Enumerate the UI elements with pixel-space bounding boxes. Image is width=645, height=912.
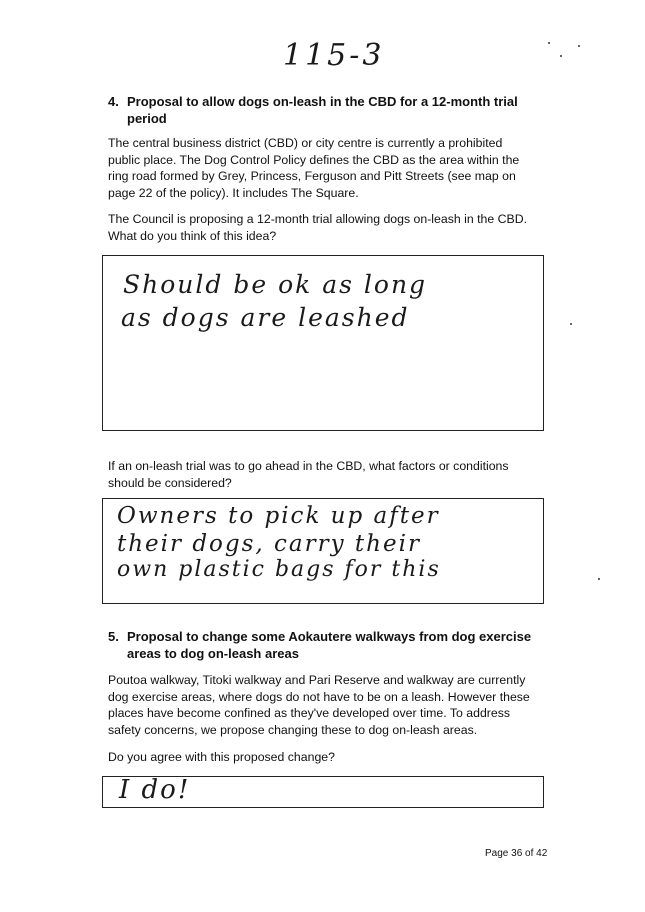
page-number-footer: Page 36 of 42 bbox=[485, 848, 548, 859]
scan-speck bbox=[570, 323, 572, 325]
paragraph-line: Poutoa walkway, Titoki walkway and Pari Reserve and walkway are currently bbox=[108, 673, 526, 687]
question-line: If an on-leash trial was to go ahead in the CBD, what factors or conditions bbox=[108, 459, 509, 473]
question-4b bbox=[108, 458, 509, 491]
scan-speck bbox=[598, 578, 600, 580]
handwritten-answer-line: own plastic bags for this bbox=[117, 557, 441, 582]
handwritten-answer-line: Owners to pick up after bbox=[117, 503, 440, 529]
handwritten-answer-line: I do! bbox=[119, 775, 191, 805]
handwritten-page-annotation: 115-3 bbox=[283, 38, 385, 73]
section-5-heading bbox=[108, 628, 548, 664]
paragraph-line: public place. The Dog Control Policy defines the CBD as the area within the bbox=[108, 152, 520, 167]
section-title-line-2: period bbox=[127, 111, 167, 126]
section-number: 4. bbox=[108, 94, 119, 109]
section-4-heading bbox=[108, 93, 548, 129]
paragraph-line: places have become confined as they've developed over time. To address bbox=[108, 706, 511, 720]
question-4a bbox=[108, 211, 527, 244]
section-4-intro bbox=[108, 135, 519, 201]
paragraph-line: ring road formed by Grey, Princess, Ferguson and Pitt Streets (see map on bbox=[108, 169, 516, 183]
scan-speck bbox=[560, 55, 562, 57]
scan-speck bbox=[578, 45, 580, 47]
question-line: Do you agree with this proposed change? bbox=[108, 750, 335, 764]
paragraph-line: safety concerns, we propose changing these to dog on-leash areas. bbox=[108, 722, 478, 737]
question-line: The Council is proposing a 12-month trial allowing dogs on-leash in the CBD. bbox=[108, 212, 528, 226]
handwritten-answer-line: their dogs, carry their bbox=[117, 531, 421, 557]
answer-box-4b[interactable] bbox=[102, 498, 544, 604]
section-title-line-1: Proposal to allow dogs on-leash in the CBD for a 12-month trial bbox=[127, 94, 518, 109]
scan-speck bbox=[548, 42, 550, 44]
paragraph-line: dog exercise areas, where dogs do not have to be on a leash. However these bbox=[108, 689, 530, 704]
question-line: should be considered? bbox=[108, 475, 232, 490]
section-title-line-1: Proposal to change some Aokautere walkways from dog exercise bbox=[127, 629, 532, 644]
handwritten-answer-line: Should be ok as long bbox=[123, 270, 428, 299]
section-number: 5. bbox=[108, 629, 119, 644]
answer-box-4a[interactable] bbox=[102, 255, 544, 431]
section-title-line-2: areas to dog on-leash areas bbox=[127, 646, 299, 661]
paragraph-line: The central business district (CBD) or city centre is currently a prohibited bbox=[108, 136, 503, 150]
answer-box-5[interactable] bbox=[102, 776, 544, 808]
question-5 bbox=[108, 749, 335, 766]
section-5-intro bbox=[108, 672, 530, 738]
handwritten-answer-line: as dogs are leashed bbox=[121, 303, 410, 332]
paragraph-line: page 22 of the policy). It includes The Square. bbox=[108, 185, 359, 200]
question-line: What do you think of this idea? bbox=[108, 228, 277, 243]
